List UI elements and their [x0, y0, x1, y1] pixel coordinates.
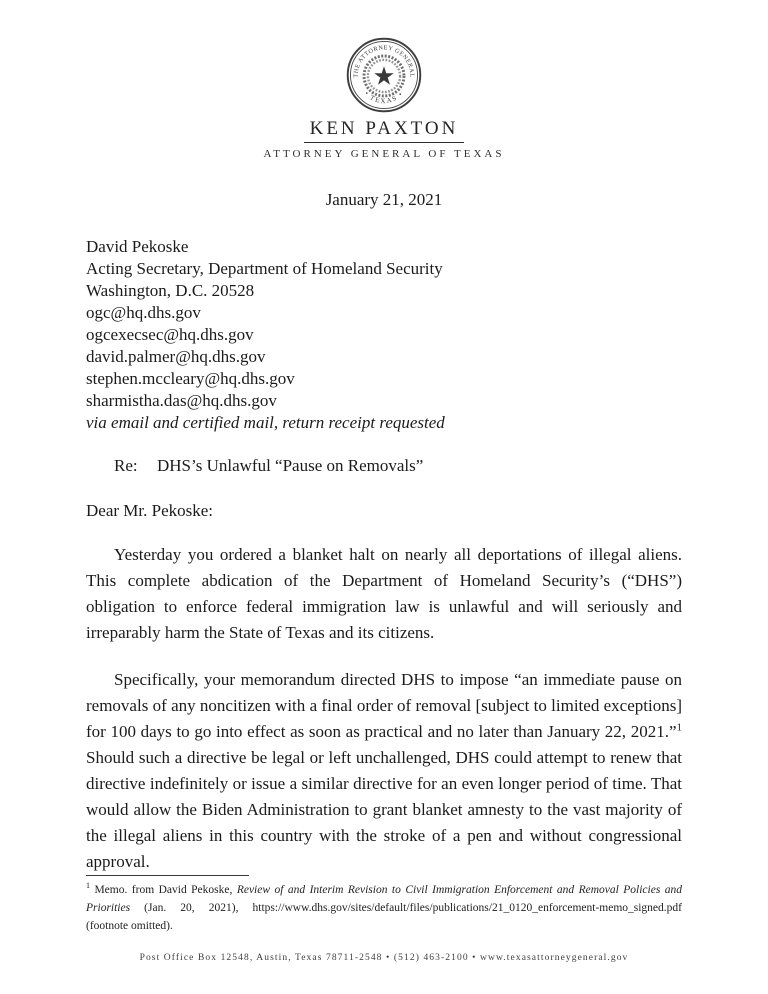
texas-star-icon — [374, 66, 393, 85]
seal-top-text: THE ATTORNEY GENERAL — [352, 44, 416, 78]
footnote-block — [86, 875, 682, 935]
re-label: Re: — [114, 456, 138, 475]
salutation: Dear Mr. Pekoske: — [86, 501, 214, 520]
footnote-text — [86, 881, 682, 935]
footnote-text-before-italic: Memo. from David Pekoske, — [90, 884, 237, 896]
recipient-email: david.palmer@hq.dhs.gov — [86, 347, 266, 366]
recipient-city-line: Washington, D.C. 20528 — [86, 281, 255, 300]
re-subject: DHS’s Unlawful “Pause on Removals” — [157, 456, 424, 475]
recipient-email: ogc@hq.dhs.gov — [86, 303, 201, 322]
recipient-email: stephen.mccleary@hq.dhs.gov — [86, 369, 295, 388]
office-contact-footer: Post Office Box 12548, Austin, Texas 78711-2548 • (512) 463-2100 • www.texasattorneygeneral.gov — [139, 953, 629, 963]
footnote-marker: 1 — [86, 881, 90, 891]
recipient-address-block — [86, 236, 682, 434]
recipient-title: Acting Secretary, Department of Homeland Security — [86, 259, 443, 278]
recipient-name: David Pekoske — [86, 237, 189, 256]
attorney-general-name: KEN PAXTON — [304, 118, 465, 143]
footnote-citation-title: Review of and Interim Revision to Civil Immigration Enforcement and Removal Policies and Priorities — [86, 884, 682, 914]
footnote-separator-rule — [86, 875, 249, 876]
body-paragraph-1: Yesterday you ordered a blanket halt on nearly all deportations of illegal aliens. This complete abdication of the Department of Homeland Security’s (“DHS”) obligation to enforce federal immigration law is unlawful and will seriously and irreparably harm the State of Texas and its citizens. — [86, 545, 682, 642]
re-line — [86, 456, 682, 476]
svg-text:• TEXAS • — [363, 90, 406, 106]
texas-attorney-general-seal-icon — [345, 36, 423, 114]
recipient-email: ogcexecsec@hq.dhs.gov — [86, 325, 254, 344]
letterhead — [86, 0, 682, 160]
paragraph2-text-after-note: Should such a directive be legal or left unchallenged, DHS could attempt to renew that directive indefinitely or issue a similar directive for an even longer period of time. That would allow the Biden Administration to grant blanket amnesty to the vast majority of the illegal aliens in this country with the stroke of a pen and without congressional approval. — [86, 748, 682, 871]
delivery-note: via email and certified mail, return receipt requested — [86, 413, 445, 432]
recipient-email: sharmistha.das@hq.dhs.gov — [86, 391, 277, 410]
paragraph2-text-before-note: Specifically, your memorandum directed DHS to impose “an immediate pause on removals of any noncitizen with a final order of removal [subject to limited exceptions] for 100 days to go into effect as soon as practical and no later than January 22, 2021.” — [86, 670, 682, 741]
footnote-text-after-italic: (Jan. 20, 2021), https://www.dhs.gov/sites/default/files/publications/21_0120_enforcement-memo_signed.pdf (footnote omitted). — [86, 902, 682, 932]
attorney-general-title: ATTORNEY GENERAL OF TEXAS — [263, 148, 505, 160]
seal-bottom-text: • TEXAS • — [362, 89, 406, 106]
body-paragraph-2 — [86, 667, 682, 875]
footnote-reference-marker: 1 — [676, 721, 682, 734]
letter-date: January 21, 2021 — [325, 190, 443, 209]
